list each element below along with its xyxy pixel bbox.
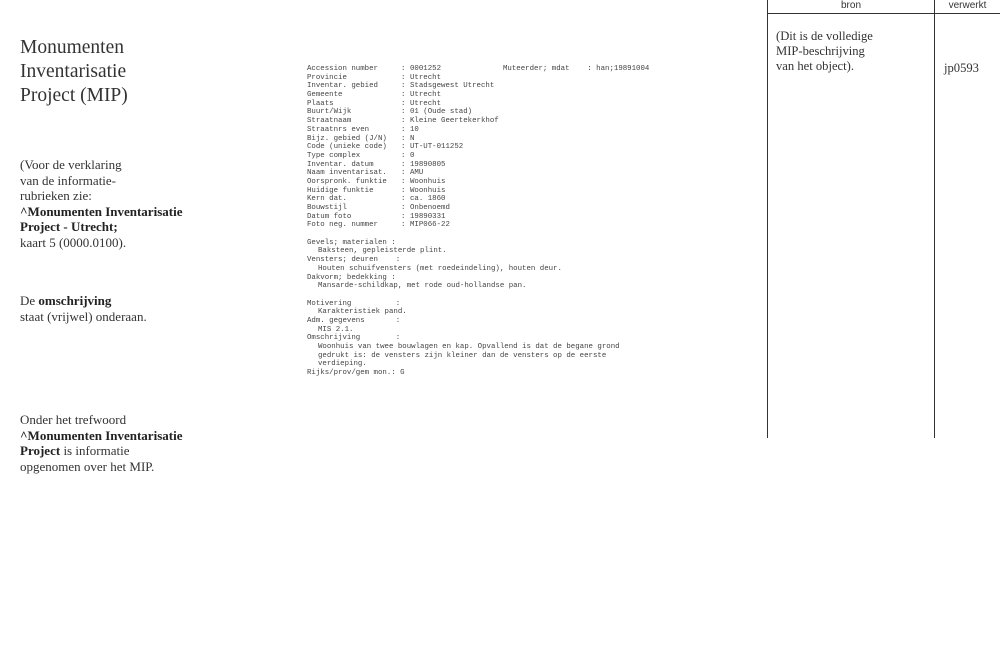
info-note-keyword xyxy=(20,412,250,474)
record-field-key: Bijz. gebied (J/N) xyxy=(307,134,387,143)
page-title xyxy=(20,36,240,108)
record-field-row xyxy=(307,152,747,161)
motivering-text: Karakteristiek pand. xyxy=(318,308,407,317)
record-field-value: Woonhuis xyxy=(410,177,446,186)
record-field-value: N xyxy=(410,134,415,143)
record-field-key: Naam inventarisat. xyxy=(307,169,387,178)
record-field-separator: : xyxy=(401,221,406,230)
record-field-row xyxy=(307,221,747,230)
record-field-value: UT-UT-011252 xyxy=(410,143,464,152)
record-field-value: MIP066-22 xyxy=(410,221,450,230)
record-field-row xyxy=(307,74,747,83)
bron-line: van het object). xyxy=(776,59,854,73)
record-field-value: Woonhuis xyxy=(410,186,446,195)
adm-label: Adm. gegevens : xyxy=(307,316,401,325)
record-field-key: Plaats xyxy=(307,99,334,108)
record-field-value: Utrecht xyxy=(410,99,442,108)
record-field-row xyxy=(307,91,747,100)
record-field-row xyxy=(307,195,747,204)
record-field-value: AMU xyxy=(410,169,424,178)
record-field-value: 0 xyxy=(410,151,415,160)
title-line: Monumenten xyxy=(20,37,124,58)
record-field-separator: : xyxy=(401,212,406,221)
record-field-separator: : xyxy=(401,117,406,126)
note-line: kaart 5 (0000.0100). xyxy=(20,234,127,250)
note-line: rubrieken zie: xyxy=(20,188,92,203)
record-field-separator: : xyxy=(401,195,406,204)
record-field-value: Utrecht xyxy=(410,91,442,100)
record-field-key: Provincie xyxy=(307,73,347,82)
record-field-row xyxy=(307,161,747,170)
omschrijving-text: gedrukt is: de vensters zijn kleiner dan de vensters op de eerste xyxy=(318,351,607,360)
note-line xyxy=(20,293,250,309)
note-line: staat (vrijwel) onderaan. xyxy=(20,308,147,324)
record-field-separator: : xyxy=(401,177,406,186)
note-line xyxy=(20,443,250,459)
record-field-row xyxy=(307,108,747,117)
record-field-separator: : xyxy=(401,204,406,212)
record-field-value: 01 (Oude stad) xyxy=(410,108,473,117)
record-field-key: Straatnaam xyxy=(307,117,352,126)
record-field-value: Utrecht xyxy=(410,73,442,82)
record-field-separator: : xyxy=(401,65,406,73)
record-field-separator: : xyxy=(401,91,406,100)
record-field-key: Foto neg. nummer xyxy=(307,221,378,230)
record-field-separator: : xyxy=(401,151,406,160)
record-field-key: Inventar. datum xyxy=(307,160,374,169)
omschrijving-text: verdieping. xyxy=(318,360,367,369)
record-field-value: 19890331 xyxy=(410,212,446,221)
record-field-row xyxy=(307,143,747,152)
record-field-key: Bouwstijl xyxy=(307,204,347,212)
record-field-row xyxy=(307,213,747,222)
record-field-separator: : xyxy=(401,108,406,117)
record-field-separator: : xyxy=(401,160,406,169)
record-field-value: Onbenoemd xyxy=(410,204,450,212)
column-divider xyxy=(767,0,768,438)
record-field-key: Inventar. gebied xyxy=(307,82,378,91)
bron-line: MIP-beschrijving xyxy=(776,44,865,58)
record-field-value: Kleine Geertekerkhof xyxy=(410,117,499,126)
note-line: van de informatie- xyxy=(20,172,117,188)
record-field-row xyxy=(307,100,747,109)
record-field-row xyxy=(307,204,747,213)
mip-record xyxy=(307,65,747,378)
note-text: is informatie xyxy=(60,443,130,458)
record-field-value: Stadsgewest Utrecht xyxy=(410,82,495,91)
record-field-key: Accession number xyxy=(307,65,378,73)
record-field-row xyxy=(307,169,747,178)
record-field-row xyxy=(307,126,747,135)
record-field-separator: : xyxy=(401,134,406,143)
column-header-verwerkt: verwerkt xyxy=(948,0,987,11)
reference-link-text[interactable]: Project xyxy=(20,443,61,458)
record-field-separator: : xyxy=(401,73,406,82)
record-field-separator: : xyxy=(401,143,406,152)
record-field-key: Huidige funktie xyxy=(307,186,374,195)
rijks-field: Rijks/prov/gem mon.: G xyxy=(307,369,405,378)
dakvorm-label: Dakvorm; bedekking : xyxy=(307,273,396,282)
record-field-value: 19890805 xyxy=(410,160,446,169)
record-field-row xyxy=(307,82,747,91)
record-field-value: 0001252 xyxy=(410,65,442,73)
bron-note xyxy=(776,29,931,74)
record-field-row xyxy=(307,178,747,187)
vensters-label: Vensters; deuren : xyxy=(307,256,401,265)
title-line: Inventarisatie xyxy=(20,61,127,82)
header-divider xyxy=(767,13,1000,14)
reference-link-text[interactable]: Project - Utrecht; xyxy=(20,219,118,234)
record-fields xyxy=(307,65,747,230)
record-field-key: Gemeente xyxy=(307,91,343,100)
motivering-label: Motivering : xyxy=(307,299,401,308)
note-emphasis: omschrijving xyxy=(38,293,112,308)
column-header-bron: bron xyxy=(840,0,861,11)
gevels-label: Gevels; materialen : xyxy=(307,238,396,247)
title-line: Project (MIP) xyxy=(20,85,128,106)
muteerder-field: Muteerder; mdat : han;19891004 xyxy=(503,65,650,73)
record-field-key: Code (unieke code) xyxy=(307,143,387,152)
record-field-key: Type complex xyxy=(307,151,361,160)
record-field-separator: : xyxy=(401,125,406,134)
reference-link[interactable] xyxy=(20,219,250,235)
dakvorm-text: Mansarde-schildkap, met rode oud-hollandse pan. xyxy=(318,282,527,291)
record-field-key: Datum foto xyxy=(307,212,352,221)
reference-link-text[interactable]: ^Monumenten Inventarisatie xyxy=(20,427,183,443)
info-note-reference xyxy=(20,157,250,250)
bron-line: (Dit is de volledige xyxy=(776,29,873,43)
note-line: opgenomen over het MIP. xyxy=(20,458,155,474)
record-field-key: Buurt/Wijk xyxy=(307,108,352,117)
omschrijving-text: Woonhuis van twee bouwlagen en kap. Opvallend is dat de begane grond xyxy=(318,343,620,351)
record-field-key: Straatnrs even xyxy=(307,125,370,134)
record-field-value: ca. 1860 xyxy=(410,195,446,204)
info-note-description xyxy=(20,293,250,324)
record-field-value: 10 xyxy=(410,125,419,134)
verwerkt-code: jp0593 xyxy=(944,61,979,75)
record-field-row xyxy=(307,187,747,196)
note-text: De xyxy=(20,293,39,308)
vensters-text: Houten schuifvensters (met roedeindeling), houten deur. xyxy=(318,264,562,273)
note-line: Onder het trefwoord xyxy=(20,412,127,427)
note-line: (Voor de verklaring xyxy=(20,157,122,172)
record-field-separator: : xyxy=(401,169,406,178)
record-field-row xyxy=(307,117,747,126)
reference-link[interactable] xyxy=(20,428,250,444)
record-field-separator: : xyxy=(401,186,406,195)
record-field-key: Kern dat. xyxy=(307,195,347,204)
adm-text: MIS 2.1. xyxy=(318,325,354,334)
gevels-text: Baksteen, gepleisterde plint. xyxy=(318,247,447,256)
column-divider xyxy=(934,0,935,438)
record-field-key: Oorspronk. funktie xyxy=(307,177,387,186)
record-field-row xyxy=(307,135,747,144)
record-field-separator: : xyxy=(401,82,406,91)
omschrijving-label: Omschrijving : xyxy=(307,334,401,343)
record-field-separator: : xyxy=(401,99,406,108)
reference-link[interactable] xyxy=(20,204,250,220)
reference-link-text[interactable]: ^Monumenten Inventarisatie xyxy=(20,203,183,219)
